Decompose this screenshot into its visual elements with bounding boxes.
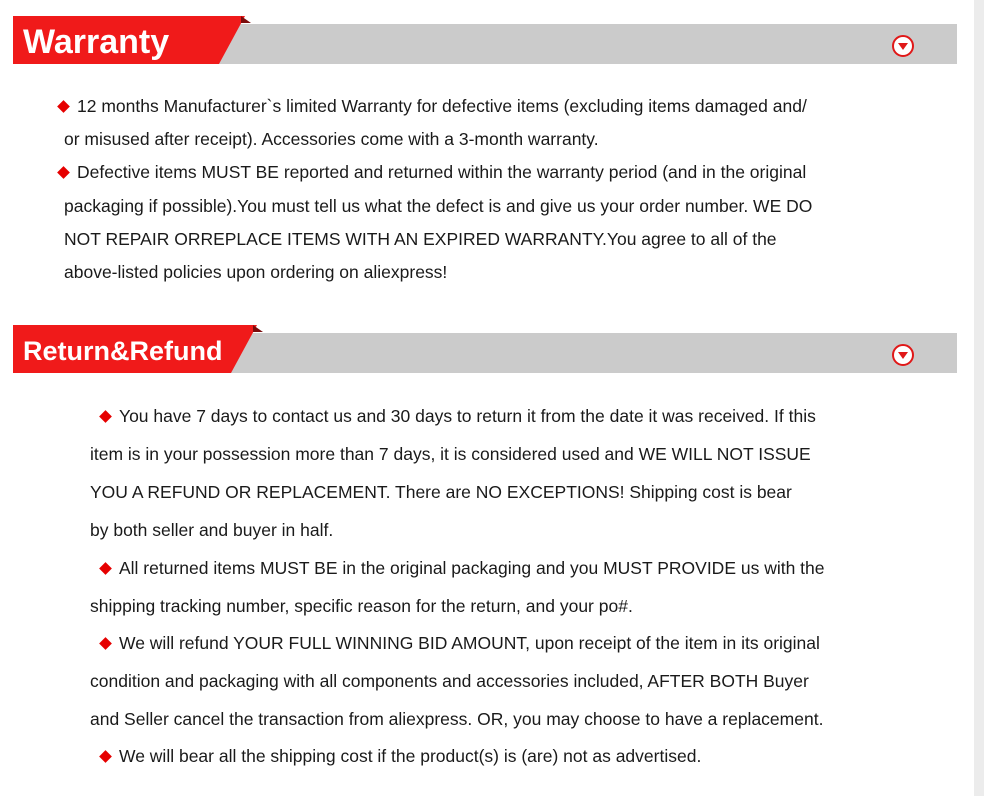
refund-item-1-line-4: by both seller and buyer in half.: [90, 520, 334, 540]
bullet-diamond-icon: [99, 637, 112, 650]
warranty-item-1-line-1: 12 months Manufacturer`s limited Warranty for defective items (excluding items damaged and/: [77, 96, 807, 116]
refund-item-3-line-3: and Seller cancel the transaction from aliexpress. OR, you may choose to have a replacement.: [90, 709, 824, 729]
refund-item-4-line-1: We will bear all the shipping cost if the product(s) is (are) not as advertised.: [119, 746, 702, 766]
refund-header: [13, 325, 957, 373]
chevron-down-circle-icon[interactable]: [892, 344, 914, 366]
warranty-item-2-line-4: above-listed policies upon ordering on aliexpress!: [64, 262, 448, 282]
refund-item-2-line-1: All returned items MUST BE in the original packaging and you MUST PROVIDE us with the: [119, 558, 825, 578]
refund-item-1-line-1: You have 7 days to contact us and 30 days to return it from the date it was received. If this: [119, 406, 816, 426]
warranty-item-2-line-3: NOT REPAIR ORREPLACE ITEMS WITH AN EXPIRED WARRANTY.You agree to all of the: [64, 229, 777, 249]
warranty-title: Warranty: [23, 23, 170, 61]
page-edge-strip: [974, 0, 984, 796]
bullet-diamond-icon: [57, 100, 70, 113]
refund-item-1-line-3: YOU A REFUND OR REPLACEMENT. There are NO EXCEPTIONS! Shipping cost is bear: [90, 482, 792, 502]
bullet-diamond-icon: [99, 750, 112, 763]
warranty-header: [13, 16, 957, 64]
refund-item-3-line-1: We will refund YOUR FULL WINNING BID AMOUNT, upon receipt of the item in its original: [119, 633, 820, 653]
refund-item-2-line-2: shipping tracking number, specific reason for the return, and your po#.: [90, 596, 633, 616]
refund-title: Return&Refund: [23, 336, 223, 366]
refund-item-3-line-2: condition and packaging with all components and accessories included, AFTER BOTH Buyer: [90, 671, 809, 691]
bullet-diamond-icon: [57, 166, 70, 179]
bullet-diamond-icon: [99, 562, 112, 575]
refund-item-1-line-2: item is in your possession more than 7 days, it is considered used and WE WILL NOT ISSUE: [90, 444, 811, 464]
warranty-item-2-line-2: packaging if possible).You must tell us what the defect is and give us your order number. WE DO: [64, 196, 813, 216]
warranty-item-2-line-1: Defective items MUST BE reported and returned within the warranty period (and in the original: [77, 162, 807, 182]
bullet-diamond-icon: [99, 410, 112, 423]
warranty-item-1-line-2: or misused after receipt). Accessories come with a 3-month warranty.: [64, 129, 599, 149]
chevron-down-circle-icon[interactable]: [892, 35, 914, 57]
